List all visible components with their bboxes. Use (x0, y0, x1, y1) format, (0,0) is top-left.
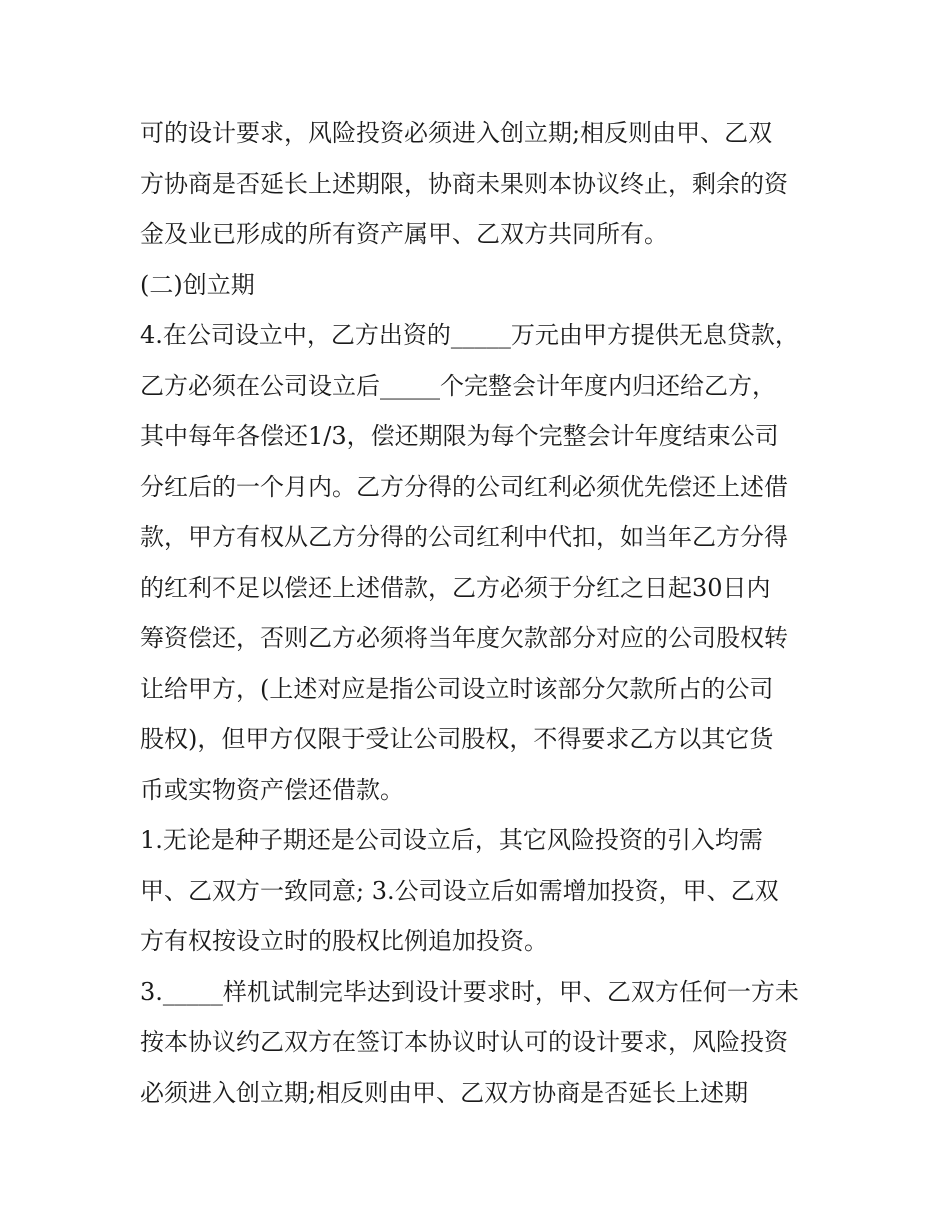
document-body (140, 108, 830, 1118)
text-line: 甲、乙双方一致同意; 3.公司设立后如需增加投资，甲、乙双 (140, 876, 779, 905)
text-line: 方有权按设立时的股权比例追加投资。 (140, 927, 548, 955)
text-line: 分红后的一个月内。乙方分得的公司红利必须优先偿还上述借 (140, 472, 788, 501)
section-heading: (二)创立期 (140, 270, 255, 299)
text-line: 币或实物资产偿还借款。 (140, 775, 404, 804)
text-line: 筹资偿还，否则乙方必须将当年度欠款部分对应的公司股权转 (140, 624, 788, 652)
text-line: 1.无论是种子期还是公司设立后，其它风险投资的引入均需 (140, 826, 763, 854)
text-line: 3._____样机试制完毕达到设计要求时，甲、乙双方任何一方未 (140, 977, 799, 1006)
text-line: 4.在公司设立中，乙方出资的_____万元由甲方提供无息贷款， (140, 321, 799, 349)
text-line: 股权)，但甲方仅限于受让公司股权，不得要求乙方以其它货 (140, 725, 774, 753)
text-line: 款，甲方有权从乙方分得的公司红利中代扣，如当年乙方分得 (140, 523, 788, 551)
text-line: 让给甲方，(上述对应是指公司设立时该部分欠款所占的公司 (140, 674, 774, 703)
text-line: 的红利不足以偿还上述借款，乙方必须于分红之日起30日内 (140, 573, 771, 602)
text-line: 必须进入创立期;相反则由甲、乙双方协商是否延长上述期 (140, 1078, 749, 1107)
text-line: 可的设计要求，风险投资必须进入创立期;相反则由甲、乙双 (140, 119, 773, 147)
text-line: 乙方必须在公司设立后_____个完整会计年度内归还给乙方， (140, 371, 776, 400)
text-line: 其中每年各偿还1/3，偿还期限为每个完整会计年度结束公司 (140, 422, 779, 450)
text-line: 金及业已形成的所有资产属甲、乙双方共同所有。 (140, 220, 668, 248)
text-line: 方协商是否延长上述期限，协商未果则本协议终止，剩余的资 (140, 169, 788, 198)
text-line: 按本协议约乙双方在签订本协议时认可的设计要求，风险投资 (140, 1028, 788, 1056)
